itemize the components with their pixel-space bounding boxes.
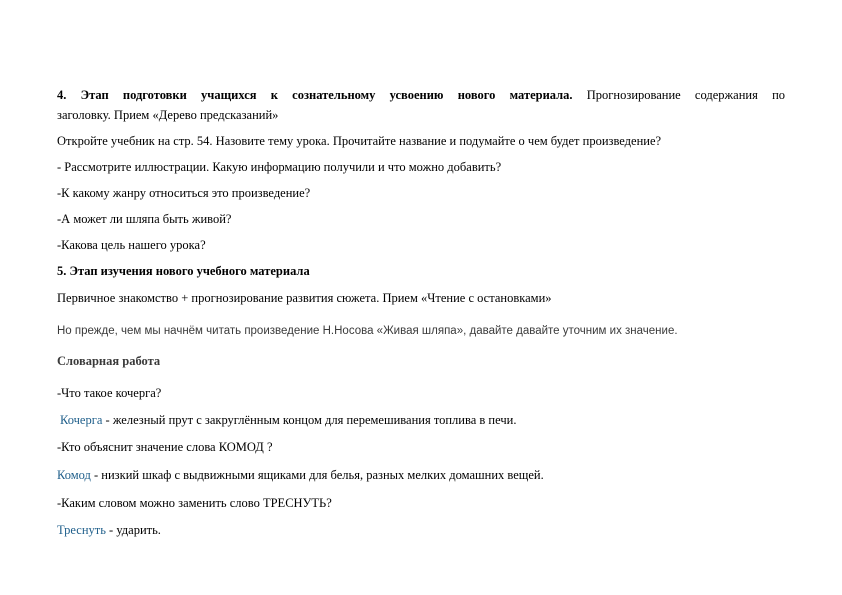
- vocab-definition-2: [57, 468, 785, 483]
- section5-subline: Первичное знакомство + прогнозирование развития сюжета. Прием «Чтение с остановками»: [57, 291, 552, 305]
- vocab-term-1: Кочерга: [60, 413, 103, 427]
- vocab-term-3: Треснуть: [57, 523, 106, 537]
- section4-heading: 4. Этап подготовки учащихся к сознательному усвоению нового материала.: [57, 88, 573, 102]
- section5-heading: 5. Этап изучения нового учебного материала: [57, 264, 310, 278]
- vocab-question-1: -Что такое кочерга?: [57, 386, 162, 400]
- vocab-definition-1: [60, 413, 788, 428]
- paragraph-illustrations: - Рассмотрите иллюстрации. Какую информацию получили и что можно добавить?: [57, 160, 502, 174]
- vocab-definition-3: [57, 523, 785, 538]
- section4-heading-rest: Прогнозирование содержания по: [586, 88, 786, 102]
- paragraph-open-textbook: Откройте учебник на стр. 54. Назовите тему урока. Прочитайте название и подумайте о чем будет произведение?: [57, 134, 662, 148]
- vocab-question-3: -Каким словом можно заменить слово ТРЕСНУТЬ?: [57, 496, 332, 510]
- vocab-def-3: - ударить.: [105, 523, 161, 537]
- section4-heading-line2: заголовку. Прием «Дерево предсказаний»: [57, 108, 279, 122]
- vocab-def-1: - железный прут с закруглённым концом для перемешивания топлива в печи.: [102, 413, 517, 427]
- intro-paragraph: Но прежде, чем мы начнём читать произведение Н.Носова «Живая шляпа», давайте давайте уточним их значение.: [57, 325, 678, 337]
- paragraph-hat-alive: -А может ли шляпа быть живой?: [57, 212, 232, 226]
- paragraph-lesson-goal: -Какова цель нашего урока?: [57, 238, 206, 252]
- paragraph-genre: -К какому жанру относиться это произведение?: [57, 186, 311, 200]
- vocab-term-2: Комод: [57, 468, 91, 482]
- vocab-def-2: - низкий шкаф с выдвижными ящиками для белья, разных мелких домашних вещей.: [90, 468, 544, 482]
- vocab-question-2: -Кто объяснит значение слова КОМОД ?: [57, 440, 273, 454]
- vocab-title: Словарная работа: [57, 354, 161, 368]
- section4-heading-line: [57, 88, 785, 103]
